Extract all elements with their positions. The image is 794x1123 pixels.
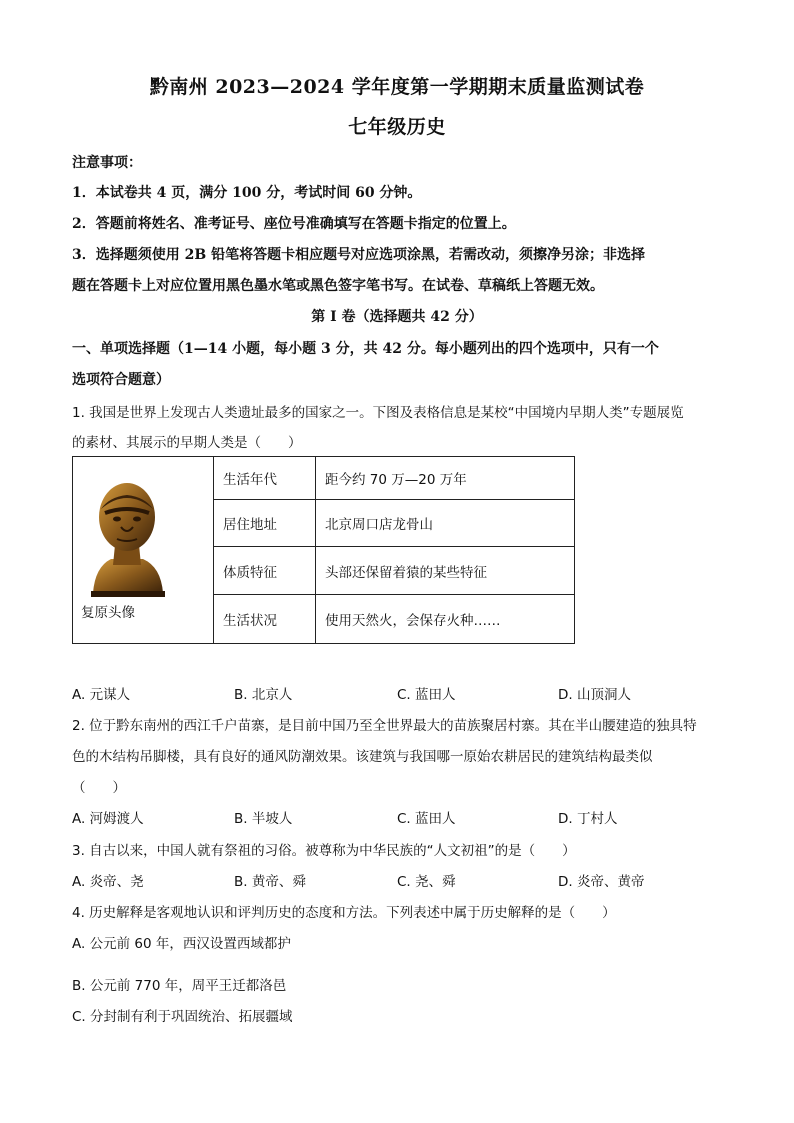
question-1-text: 的素材、其展示的早期人类是（ ） [72,435,302,451]
option-a[interactable]: A. 河姆渡人 [72,811,144,827]
table-value: 距今约 70 万—20 万年 [316,457,575,500]
option-b[interactable]: B. 北京人 [234,687,293,703]
notice-heading: 注意事项： [72,155,142,171]
section-intro: 一、单项选择题（1—14 小题，每小题 3 分，共 42 分。每小题列出的四个选项中，只有一个 [72,341,659,357]
option-a[interactable]: A. 元谋人 [72,687,131,703]
question-4-text: 4. 历史解释是客观地认识和评判历史的态度和方法。下列表述中属于历史解释的是（ ） [72,905,616,921]
question-3-text: 3. 自古以来，中国人就有祭祖的习俗。被尊称为中华民族的“人文初祖”的是（ ） [72,843,576,859]
exam-title: 黔南州 2023—2024 学年度第一学期期末质量监测试卷 [149,76,645,98]
table-value: 北京周口店龙骨山 [316,500,575,547]
question-2-text: （ ） [72,780,126,796]
option-c[interactable]: C. 尧、舜 [397,874,456,890]
option-a[interactable]: A. 炎帝、尧 [72,874,144,890]
option-d[interactable]: D. 丁村人 [558,811,618,827]
bust-icon [85,475,169,601]
question-1-table [72,456,575,644]
question-1-text: 1. 我国是世界上发现古人类遗址最多的国家之一。下图及表格信息是某校“中国境内早期人类”专题展览 [72,405,684,421]
table-label: 生活年代 [214,457,316,500]
table-label: 体质特征 [214,547,316,595]
table-label: 生活状况 [214,595,316,644]
section-intro: 选项符合题意） [72,372,170,388]
question-2-text: 2. 位于黔东南州的西江千户苗寨，是目前中国乃至全世界最大的苗族聚居村寨。其在半山腰建造的独具特 [72,718,697,734]
option-d[interactable]: D. 炎帝、黄帝 [558,874,645,890]
option-c[interactable]: C. 蓝田人 [397,811,456,827]
option-b[interactable]: B. 半坡人 [234,811,293,827]
option-c[interactable]: C. 蓝田人 [397,687,456,703]
option-a[interactable]: A. 公元前 60 年，西汉设置西域都护 [72,936,291,952]
image-caption: 复原头像 [81,605,135,621]
notice-item: 3．选择题须使用 2B 铅笔将答题卡相应题号对应选项涂黑，若需改动，须擦净另涂；非选择 [72,247,646,263]
option-b[interactable]: B. 公元前 770 年，周平王迁都洛邑 [72,978,287,994]
option-c[interactable]: C. 分封制有利于巩固统治、拓展疆域 [72,1009,293,1025]
notice-item: 题在答题卡上对应位置用黑色墨水笔或黑色签字笔书写。在试卷、草稿纸上答题无效。 [72,278,604,294]
table-value: 使用天然火，会保存火种…… [316,595,575,644]
section-title: 第 I 卷（选择题共 42 分） [311,309,483,325]
option-b[interactable]: B. 黄帝、舜 [234,874,306,890]
exam-subtitle: 七年级历史 [348,116,446,138]
bust-image-cell [73,457,214,644]
notice-item: 1．本试卷共 4 页，满分 100 分，考试时间 60 分钟。 [72,185,422,201]
option-d[interactable]: D. 山顶洞人 [558,687,631,703]
table-label: 居住地址 [214,500,316,547]
table-value: 头部还保留着猿的某些特征 [316,547,575,595]
question-2-text: 色的木结构吊脚楼，具有良好的通风防潮效果。该建筑与我国哪一原始农耕居民的建筑结构最类似 [72,749,653,765]
notice-item: 2．答题前将姓名、准考证号、座位号准确填写在答题卡指定的位置上。 [72,216,516,232]
